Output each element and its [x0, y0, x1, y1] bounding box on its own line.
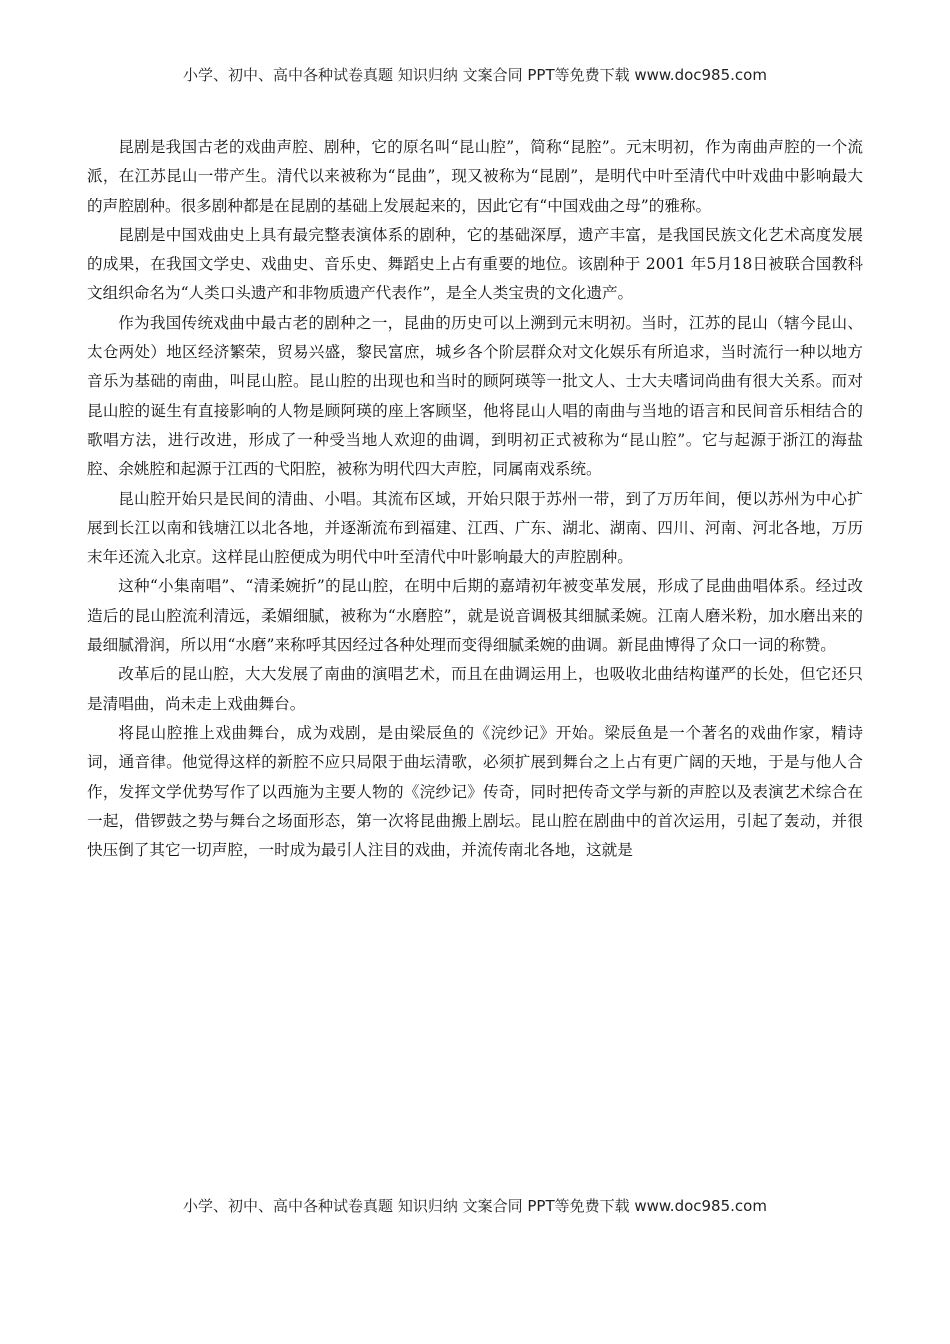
- paragraph-5: 这种“小集南唱”、“清柔婉折”的昆山腔，在明中后期的嘉靖初年被变革发展，形成了昆曲曲唱体系。经过改造后的昆山腔流利清远，柔媚细腻，被称为“水磨腔”，就是说音调极其细腻柔婉。江南人磨米粉，加水磨出来的最细腻滑润，所以用“水磨”来称呼其因经过各种处理而变得细腻柔婉的曲调。新昆曲博得了众口一词的称赞。: [87, 577, 863, 655]
- paragraph-4: 昆山腔开始只是民间的清曲、小唱。其流布区域，开始只限于苏州一带，到了万历年间，便以苏州为中心扩展到长江以南和钱塘江以北各地，并逐渐流布到福建、江西、广东、湖北、湖南、四川、河南、河北各地，万历末年还流入北京。这样昆山腔便成为明代中叶至清代中叶影响最大的声腔剧种。: [87, 489, 863, 567]
- page-footer: 小学、初中、高中各种试卷真题 知识归纳 文案合同 PPT等免费下载 www.doc985.com: [183, 1197, 767, 1215]
- paragraph-3: 作为我国传统戏曲中最古老的剧种之一，昆曲的历史可以上溯到元末明初。当时，江苏的昆山（辖今昆山、太仓两处）地区经济繁荣，贸易兴盛，黎民富庶，城乡各个阶层群众对文化娱乐有所追求，当时流行一种以地方音乐为基础的南曲，叫昆山腔。昆山腔的出现也和当时的顾阿瑛等一批文人、士大夫嗜词尚曲有很大关系。而对昆山腔的诞生有直接影响的人物是顾阿瑛的座上客顾坚，他将昆山人唱的南曲与当地的语言和民间音乐相结合的歌唱方法，进行改进，形成了一种受当地人欢迎的曲调，到明初正式被称为“昆山腔”。它与起源于浙江的海盐腔、余姚腔和起源于江西的弋阳腔，被称为明代四大声腔，同属南戏系统。: [87, 313, 863, 479]
- page-header: 小学、初中、高中各种试卷真题 知识归纳 文案合同 PPT等免费下载 www.doc985.com: [183, 66, 767, 84]
- paragraph-1: 昆剧是我国古老的戏曲声腔、剧种，它的原名叫“昆山腔”，简称“昆腔”。元末明初，作为南曲声腔的一个流派，在江苏昆山一带产生。清代以来被称为“昆曲”，现又被称为“昆剧”，是明代中叶至清代中叶戏曲中影响最大的声腔剧种。很多剧种都是在昆剧的基础上发展起来的，因此它有“中国戏曲之母”的雅称。: [87, 138, 863, 215]
- paragraph-2: 昆剧是中国戏曲史上具有最完整表演体系的剧种，它的基础深厚，遗产丰富，是我国民族文化艺术高度发展的成果，在我国文学史、戏曲史、音乐史、舞蹈史上占有重要的地位。该剧种于 2001 年5月18日被联合国教科文组织命名为“人类口头遗产和非物质遗产代表作”，是全人类宝贵的文化遗产。: [87, 225, 863, 303]
- article-body: [87, 133, 863, 865]
- paragraph-6: 改革后的昆山腔，大大发展了南曲的演唱艺术，而且在曲调运用上，也吸收北曲结构谨严的长处，但它还只是清唱曲，尚未走上戏曲舞台。: [87, 665, 863, 713]
- paragraph-7: 将昆山腔推上戏曲舞台，成为戏剧，是由梁辰鱼的《浣纱记》开始。梁辰鱼是一个著名的戏曲作家，精诗词，通音律。他觉得这样的新腔不应只局限于曲坛清歌，必须扩展到舞台之上占有更广阔的天地，于是与他人合作，发挥文学优势写作了以西施为主要人物的《浣纱记》传奇，同时把传奇文学与新的声腔以及表演艺术综合在一起，借锣鼓之势与舞台之场面形态，第一次将昆曲搬上剧坛。昆山腔在剧曲中的首次运用，引起了轰动，并很快压倒了其它一切声腔，一时成为最引人注目的戏曲，并流传南北各地，这就是: [87, 723, 863, 860]
